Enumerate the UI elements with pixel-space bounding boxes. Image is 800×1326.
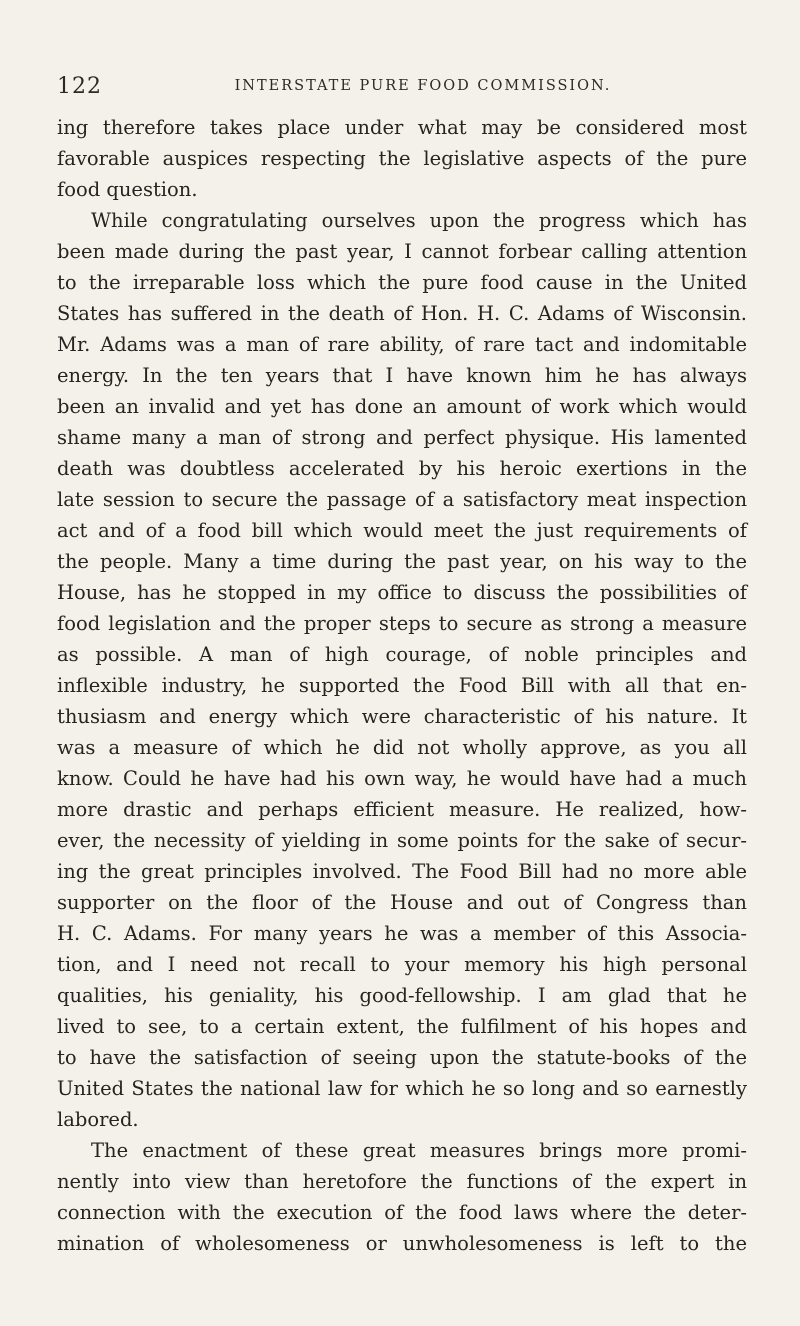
text-line: the people. Many a time during the past year, on his way to the [57, 550, 747, 573]
text-line: mination of wholesomeness or unwholesomeness is left to the [57, 1232, 747, 1255]
text-line: energy. In the ten years that I have known him he has always [57, 364, 747, 387]
text-line: House, has he stopped in my office to discuss the possibilities of [57, 581, 747, 604]
text-line: been an invalid and yet has done an amount of work which would [57, 395, 747, 418]
text-line: more drastic and perhaps efficient measure. He realized, how- [57, 798, 747, 821]
text-line: While congratulating ourselves upon the progress which has [91, 209, 747, 232]
running-head: INTERSTATE PURE FOOD COMMISSION. [234, 78, 612, 94]
text-line: thusiasm and energy which were characteristic of his nature. It [57, 705, 747, 728]
text-line: as possible. A man of high courage, of noble principles and [57, 643, 747, 666]
text-line: inflexible industry, he supported the Food Bill with all that en- [57, 674, 747, 697]
body-text [57, 112, 747, 1259]
text-line: was a measure of which he did not wholly approve, as you all [57, 736, 747, 759]
text-line: The enactment of these great measures brings more promi- [91, 1139, 747, 1162]
text-line: nently into view than heretofore the functions of the expert in [57, 1170, 747, 1193]
text-line: ever, the necessity of yielding in some points for the sake of secur- [57, 829, 747, 852]
text-line: death was doubtless accelerated by his heroic exertions in the [57, 457, 747, 480]
text-line: know. Could he have had his own way, he would have had a much [57, 767, 747, 790]
paragraph-1 [57, 112, 747, 205]
text-line: to have the satisfaction of seeing upon the statute-books of the [57, 1046, 747, 1069]
text-line: been made during the past year, I cannot forbear calling attention [57, 240, 747, 263]
text-line: labored. [57, 1108, 139, 1131]
text-line: late session to secure the passage of a satisfactory meat inspection [57, 488, 747, 511]
text-line: States has suffered in the death of Hon. H. C. Adams of Wisconsin. [57, 302, 747, 325]
text-line: lived to see, to a certain extent, the fulfilment of his hopes and [57, 1015, 747, 1038]
text-line: H. C. Adams. For many years he was a member of this Associa- [57, 922, 747, 945]
text-line: connection with the execution of the food laws where the deter- [57, 1201, 747, 1224]
text-line: act and of a food bill which would meet the just requirements of [57, 519, 747, 542]
text-line: shame many a man of strong and perfect physique. His lamented [57, 426, 747, 449]
text-line: Mr. Adams was a man of rare ability, of rare tact and indomitable [57, 333, 747, 356]
text-line: food question. [57, 178, 198, 201]
page-header [57, 74, 747, 104]
text-line: ing therefore takes place under what may be considered most [57, 116, 747, 139]
text-line: food legislation and the proper steps to secure as strong a measure [57, 612, 747, 635]
text-line: favorable auspices respecting the legislative aspects of the pure [57, 147, 747, 170]
text-line: tion, and I need not recall to your memory his high personal [57, 953, 747, 976]
paragraph-3 [57, 1135, 747, 1259]
text-line: United States the national law for which he so long and so earnestly [57, 1077, 747, 1100]
text-line: ing the great principles involved. The Food Bill had no more able [57, 860, 747, 883]
paragraph-2 [57, 205, 747, 1135]
text-line: qualities, his geniality, his good-fellowship. I am glad that he [57, 984, 747, 1007]
page-number: 122 [57, 74, 102, 99]
text-line: supporter on the floor of the House and out of Congress than [57, 891, 747, 914]
text-line: to the irreparable loss which the pure food cause in the United [57, 271, 747, 294]
